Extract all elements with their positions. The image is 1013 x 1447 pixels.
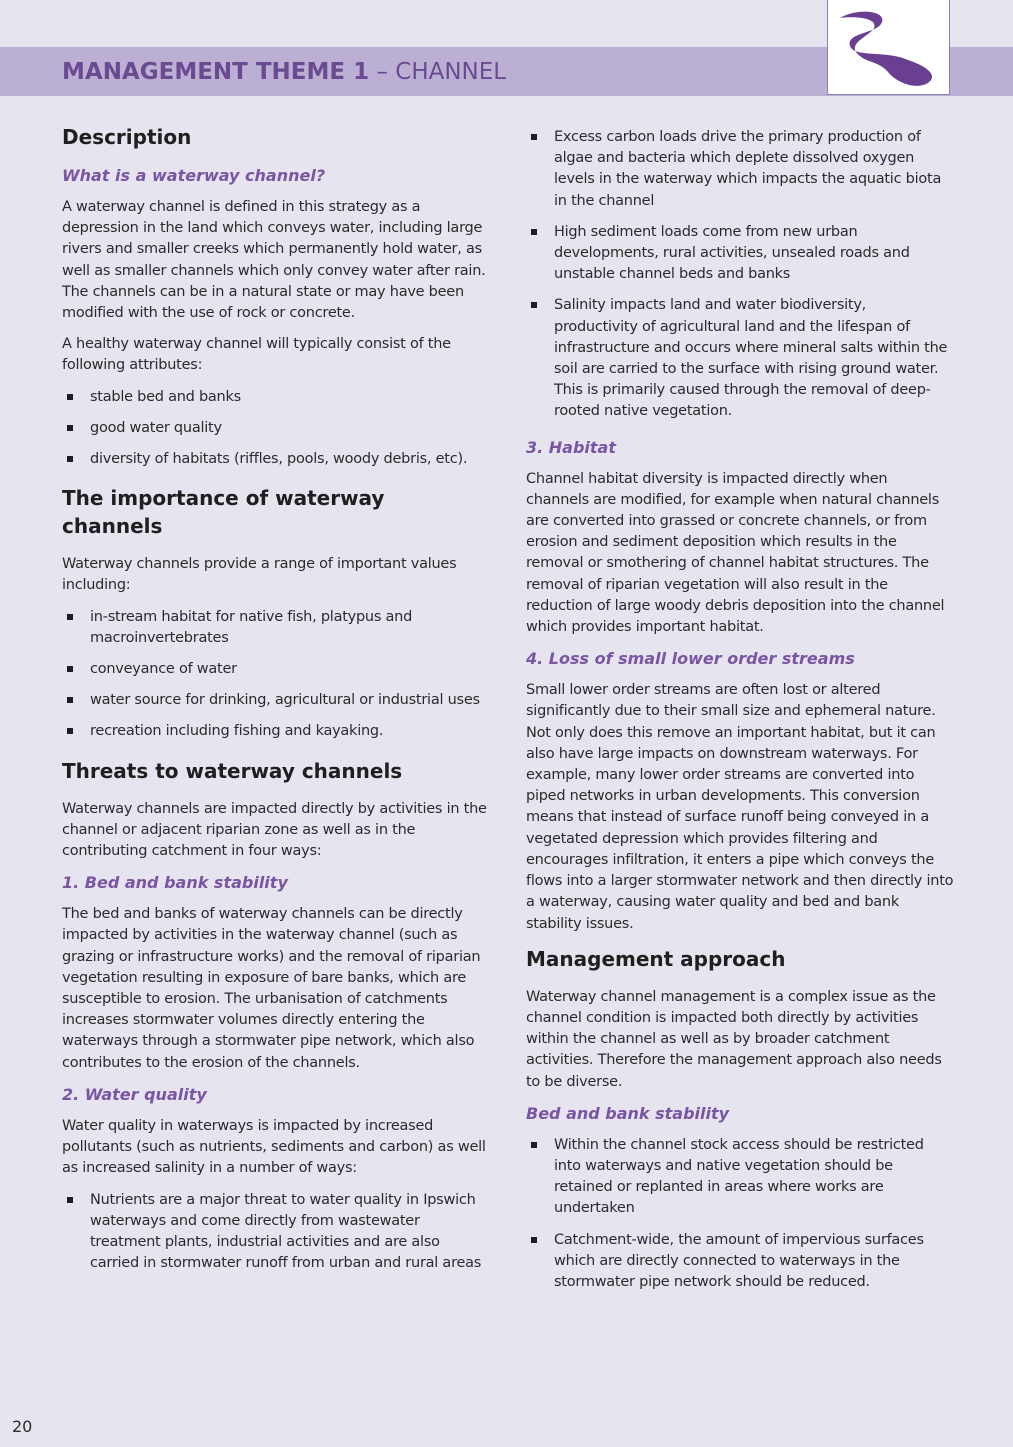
- list-item: [62, 659, 490, 680]
- habitat-heading: 3. Habitat: [526, 437, 616, 457]
- list-item-text: diversity of habitats (riffles, pools, woody debris, etc).: [90, 451, 468, 468]
- page-title: [62, 58, 506, 86]
- bullet-icon: [531, 1237, 537, 1243]
- bullet-icon: [67, 666, 73, 672]
- bullet-icon: [67, 614, 73, 620]
- list-item-text: Excess carbon loads drive the primary production of algae and bacteria which deplete dissolved oxygen levels in the waterway which impacts the aquatic biota in the channel: [554, 129, 942, 209]
- what-is-paragraph-1: A waterway channel is defined in this strategy as a depression in the land which conveys water, including large rivers and smaller creeks which permanently hold water, as well as smaller channels which only convey water after rain. The channels can be in a natural state or may have been modified with the use of rock or concrete.: [62, 199, 486, 322]
- list-item: [62, 1190, 490, 1275]
- list-item-text: recreation including fishing and kayaking.: [90, 723, 384, 740]
- list-item-text: High sediment loads come from new urban developments, rural activities, unsealed roads and unstable channel beds and banks: [554, 223, 910, 283]
- list-item: [62, 387, 490, 408]
- list-item-text: water source for drinking, agricultural or industrial uses: [90, 692, 480, 709]
- right-column: [526, 127, 954, 1307]
- bullet-icon: [531, 302, 537, 308]
- list-item: [526, 1135, 954, 1220]
- list-item: [526, 1230, 954, 1294]
- list-item: [526, 295, 954, 422]
- bullet-icon: [67, 697, 73, 703]
- list-item-text: conveyance of water: [90, 661, 237, 678]
- what-is-paragraph-2: A healthy waterway channel will typically consist of the following attributes:: [62, 336, 451, 374]
- water-quality-heading: 2. Water quality: [62, 1084, 207, 1104]
- list-item: [526, 127, 954, 212]
- bullet-icon: [531, 1142, 537, 1148]
- bullet-icon: [67, 456, 73, 462]
- list-item-text: good water quality: [90, 419, 222, 436]
- description-heading: Description: [62, 125, 192, 149]
- importance-paragraph: Waterway channels provide a range of important values including:: [62, 556, 457, 594]
- bullet-icon: [67, 425, 73, 431]
- list-item-text: Nutrients are a major threat to water quality in Ipswich waterways and come directly from wastewater treatment plants, industrial activities and are also carried in stormwater runoff from urban and rural areas: [90, 1191, 482, 1272]
- attributes-list: [62, 387, 490, 471]
- list-item: [62, 721, 490, 742]
- threats-paragraph: Waterway channels are impacted directly by activities in the channel or adjacent riparian zone as well as in the contributing catchment in four ways:: [62, 800, 487, 860]
- habitat-paragraph: Channel habitat diversity is impacted directly when channels are modified, for example when natural channels are converted into grassed or concrete channels, or from erosion and sediment deposition which results in the removal or smothering of channel habitat structures. The removal of riparian vegetation will also result in the reduction of large woody debris deposition into the channel which provides important habitat.: [526, 470, 945, 636]
- what-is-heading: What is a waterway channel?: [62, 166, 326, 185]
- list-item-text: stable bed and banks: [90, 388, 241, 405]
- water-quality-paragraph: Water quality in waterways is impacted by increased pollutants (such as nutrients, sediments and carbon) as well as increased salinity in a number of ways:: [62, 1117, 486, 1177]
- mgmt-bed-bank-heading: Bed and bank stability: [526, 1103, 730, 1123]
- bullet-icon: [531, 134, 537, 140]
- list-item-text: Salinity impacts land and water biodiversity, productivity of agricultural land and the lifespan of infrastructure and occurs where mineral salts within the soil are carried to the surface with rising ground water. This is primarily caused through the removal of deep-rooted native vegetation.: [554, 297, 948, 420]
- list-item-text: Within the channel stock access should be restricted into waterways and native vegetation should be retained or replanted in areas where works are undertaken: [554, 1136, 924, 1217]
- streams-heading: 4. Loss of small lower order streams: [526, 649, 855, 669]
- water-quality-list: [62, 1190, 490, 1275]
- management-paragraph: Waterway channel management is a complex issue as the channel condition is impacted both directly by activities within the channel as well as by broader catchment activities. Therefore the management approach also needs to be diverse.: [526, 988, 942, 1090]
- list-item: [526, 222, 954, 286]
- list-item: [62, 690, 490, 711]
- mgmt-bed-bank-list: [526, 1135, 954, 1293]
- page-title-bold: MANAGEMENT THEME 1: [62, 59, 370, 85]
- threats-heading: Threats to waterway channels: [62, 758, 403, 783]
- bullet-icon: [67, 394, 73, 400]
- bullet-icon: [67, 728, 73, 734]
- page-number: 20: [12, 1417, 33, 1436]
- importance-heading: The importance of waterway channels: [62, 486, 385, 539]
- bullet-icon: [531, 229, 537, 235]
- logo: [827, 0, 950, 95]
- water-quality-list-continued: [526, 127, 954, 423]
- left-column: [62, 123, 490, 1288]
- bed-bank-paragraph: The bed and banks of waterway channels can be directly impacted by activities in the waterway channel (such as grazing or infrastructure works) and the removal of riparian vegetation resulting in exposure of bare banks, which are susceptible to erosion. The urbanisation of catchments increases stormwater volumes directly entering the waterways through a stormwater pipe network, which also contributes to the erosion of the channels.: [62, 906, 481, 1071]
- list-item: [62, 418, 490, 439]
- values-list: [62, 607, 490, 743]
- list-item-text: in-stream habitat for native fish, platypus and macroinvertebrates: [90, 608, 413, 646]
- list-item-text: Catchment-wide, the amount of impervious surfaces which are directly connected to waterways in the stormwater pipe network should be reduced.: [554, 1231, 924, 1290]
- bed-bank-heading: 1. Bed and bank stability: [62, 873, 288, 893]
- waterway-logo-icon: [836, 6, 942, 88]
- bullet-icon: [67, 1197, 73, 1203]
- list-item: [62, 449, 490, 470]
- page-title-rest: – CHANNEL: [369, 59, 507, 85]
- list-item: [62, 607, 490, 649]
- streams-paragraph: Small lower order streams are often lost or altered significantly due to their small size and ephemeral nature. Not only does this remove an important habitat, but it can also have large impacts on downstream waterways. For example, many lower order streams are converted into piped networks in urban developments. This conversion means that instead of surface runoff being conveyed in a vegetated depression which provides filtering and encourages infiltration, it enters a pipe which conveys the flows into a larger stormwater network and then directly into a waterway, causing water quality and bed and bank stability issues.: [526, 682, 954, 932]
- management-heading: Management approach: [526, 946, 786, 971]
